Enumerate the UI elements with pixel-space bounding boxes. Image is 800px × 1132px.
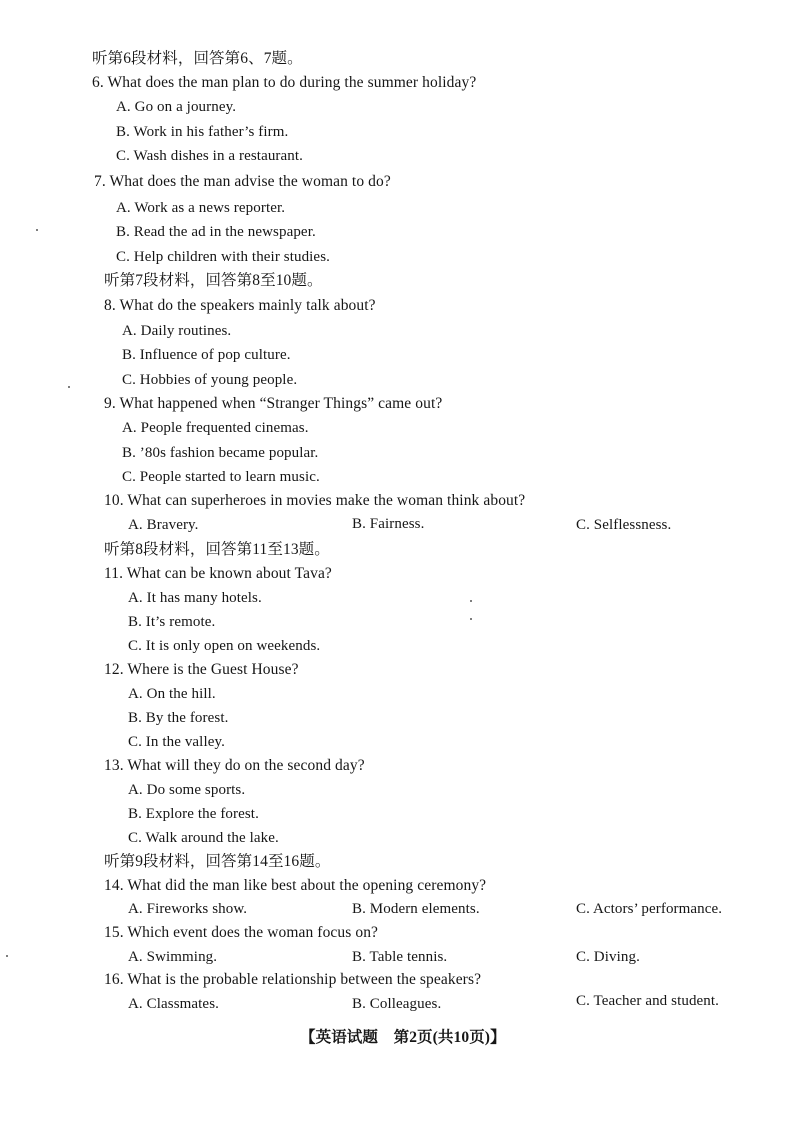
question-15-option-a: A. Swimming. — [128, 949, 218, 965]
question-8-option-c: C. Hobbies of young people. — [122, 372, 298, 388]
question-15-option-b: B. Table tennis. — [352, 949, 448, 965]
question-14: 14. What did the man like best about the opening ceremony? — [104, 877, 487, 894]
question-11-option-c: C. It is only open on weekends. — [128, 638, 321, 654]
scan-speck — [36, 229, 38, 231]
question-6-option-b: B. Work in his father’s firm. — [116, 124, 289, 140]
scan-speck — [470, 600, 472, 602]
section-heading-8: 听第8段材料，回答第11至13题。 — [104, 541, 330, 558]
question-9-option-a: A. People frequented cinemas. — [122, 420, 309, 436]
question-7-option-b: B. Read the ad in the newspaper. — [116, 224, 316, 240]
question-12: 12. Where is the Guest House? — [104, 661, 299, 678]
question-15: 15. Which event does the woman focus on? — [104, 924, 379, 941]
question-11: 11. What can be known about Tava? — [104, 565, 332, 582]
question-10: 10. What can superheroes in movies make the woman think about? — [104, 492, 526, 509]
question-14-option-b: B. Modern elements. — [352, 901, 480, 917]
question-16-option-c: C. Teacher and student. — [576, 993, 720, 1009]
question-14-option-c: C. Actors’ performance. — [576, 901, 723, 917]
section-heading-7: 听第7段材料，回答第8至10题。 — [104, 272, 323, 289]
question-9-option-b: B. ’80s fashion became popular. — [122, 445, 319, 461]
question-10-option-c: C. Selflessness. — [576, 517, 672, 533]
question-6-option-a: A. Go on a journey. — [116, 99, 237, 115]
question-8-option-a: A. Daily routines. — [122, 323, 232, 339]
question-12-option-c: C. In the valley. — [128, 734, 225, 750]
question-13: 13. What will they do on the second day? — [104, 757, 365, 774]
question-11-option-a: A. It has many hotels. — [128, 590, 262, 606]
section-heading-9: 听第9段材料，回答第14至16题。 — [104, 853, 331, 870]
question-7: 7. What does the man advise the woman to do? — [94, 173, 391, 190]
question-6-option-c: C. Wash dishes in a restaurant. — [116, 148, 303, 164]
question-6: 6. What does the man plan to do during the summer holiday? — [92, 74, 477, 91]
question-8: 8. What do the speakers mainly talk about? — [104, 297, 376, 314]
page-footer: 【英语试题 第2页(共10页)】 — [300, 1029, 506, 1046]
scan-speck — [470, 618, 472, 620]
question-16: 16. What is the probable relationship between the speakers? — [104, 971, 482, 988]
question-9: 9. What happened when “Stranger Things” came out? — [104, 395, 443, 412]
question-10-option-b: B. Fairness. — [352, 516, 425, 532]
question-12-option-a: A. On the hill. — [128, 686, 216, 702]
question-9-option-c: C. People started to learn music. — [122, 469, 320, 485]
question-12-option-b: B. By the forest. — [128, 710, 229, 726]
question-13-option-c: C. Walk around the lake. — [128, 830, 279, 846]
question-15-option-c: C. Diving. — [576, 949, 640, 965]
scan-speck — [68, 386, 70, 388]
section-heading-6: 听第6段材料，回答第6、7题。 — [92, 50, 303, 67]
scan-speck — [6, 955, 8, 957]
question-8-option-b: B. Influence of pop culture. — [122, 347, 291, 363]
question-7-option-a: A. Work as a news reporter. — [116, 200, 286, 216]
question-11-option-b: B. It’s remote. — [128, 614, 216, 630]
question-14-option-a: A. Fireworks show. — [128, 901, 248, 917]
question-10-option-a: A. Bravery. — [128, 517, 199, 533]
question-13-option-b: B. Explore the forest. — [128, 806, 259, 822]
question-7-option-c: C. Help children with their studies. — [116, 249, 330, 265]
question-16-option-b: B. Colleagues. — [352, 996, 442, 1012]
question-13-option-a: A. Do some sports. — [128, 782, 246, 798]
question-16-option-a: A. Classmates. — [128, 996, 219, 1012]
